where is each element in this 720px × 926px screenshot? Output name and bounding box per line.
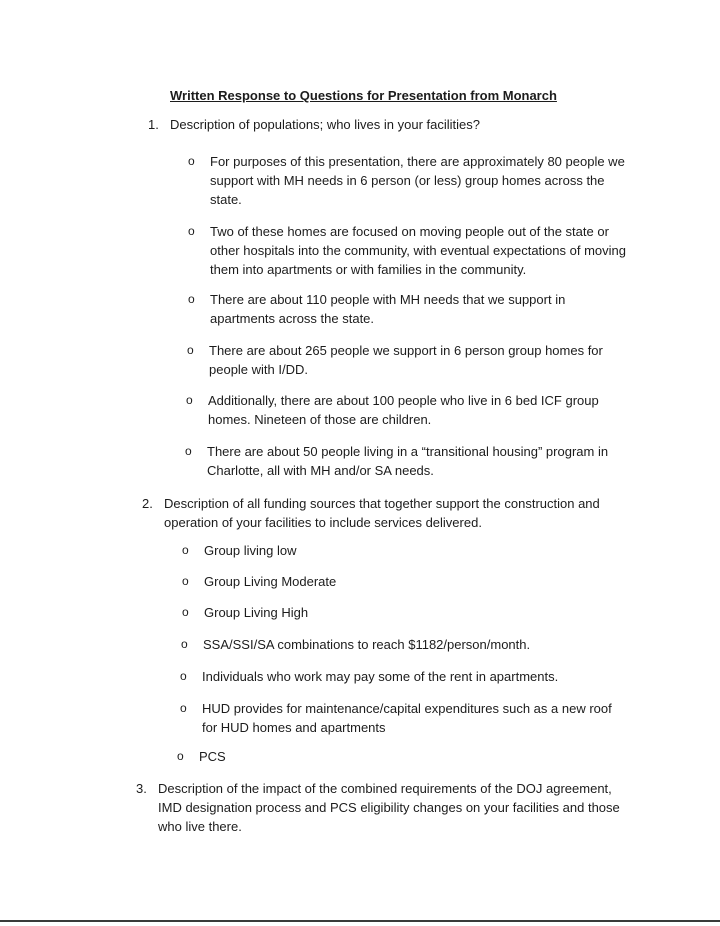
list-item [188,290,628,328]
bullet-icon: o [177,749,184,763]
list-item [188,152,628,209]
list-item [182,603,622,622]
list-item [188,222,628,279]
bullet-icon: o [185,444,192,458]
question-text: Description of populations; who lives in your facilities? [170,117,480,132]
list-item [180,667,620,686]
bullet-icon: o [187,343,194,357]
list-item [181,635,621,654]
question-number: 3. [136,781,147,796]
list-item [182,572,622,591]
list-item-text: Additionally, there are about 100 people who live in 6 bed ICF group homes. Nineteen of those are children. [208,393,599,427]
bullet-icon: o [181,637,188,651]
bullet-icon: o [182,605,189,619]
list-item-text: Individuals who work may pay some of the rent in apartments. [202,669,559,684]
list-item-text: There are about 110 people with MH needs that we support in apartments across the state. [210,292,566,326]
bullet-icon: o [188,292,195,306]
bullet-icon: o [188,224,195,238]
question-3 [136,779,626,836]
question-number: 2. [142,496,153,511]
bullet-icon: o [180,701,187,715]
list-item-text: PCS [199,749,226,764]
list-item-text: Group Living Moderate [204,574,337,589]
list-item-text: There are about 50 people living in a “transitional housing” program in Charlotte, all with MH and/or SA needs. [207,444,609,478]
page-bottom-divider [0,920,720,922]
bullet-icon: o [188,154,195,168]
list-item-text: HUD provides for maintenance/capital expenditures such as a new roof for HUD homes and apartments [202,701,612,735]
question-text: Description of the impact of the combined requirements of the DOJ agreement, IMD designation process and PCS eligibility changes on your facilities and those who live there. [158,781,620,834]
question-1 [148,115,628,134]
list-item [186,391,626,429]
bullet-icon: o [186,393,193,407]
list-item [177,747,617,766]
document-title: Written Response to Questions for Presentation from Monarch [170,88,557,103]
bullet-icon: o [182,543,189,557]
bullet-icon: o [182,574,189,588]
list-item-text: Group living low [204,543,297,558]
question-number: 1. [148,117,159,132]
question-2 [142,494,632,532]
list-item [182,541,622,560]
list-item-text: SSA/SSI/SA combinations to reach $1182/person/month. [203,637,531,652]
bullet-icon: o [180,669,187,683]
list-item [180,699,625,737]
list-item-text: For purposes of this presentation, there are approximately 80 people we support with MH needs in 6 person (or less) group homes across the state. [210,154,625,207]
question-text: Description of all funding sources that together support the construction and operation of your facilities to include services delivered. [164,496,600,530]
list-item [187,341,627,379]
list-item [185,442,630,480]
list-item-text: Group Living High [204,605,309,620]
list-item-text: There are about 265 people we support in 6 person group homes for people with I/DD. [209,343,603,377]
list-item-text: Two of these homes are focused on moving people out of the state or other hospitals into the community, with eventual expectations of moving them into apartments or with families in the community. [210,224,626,277]
